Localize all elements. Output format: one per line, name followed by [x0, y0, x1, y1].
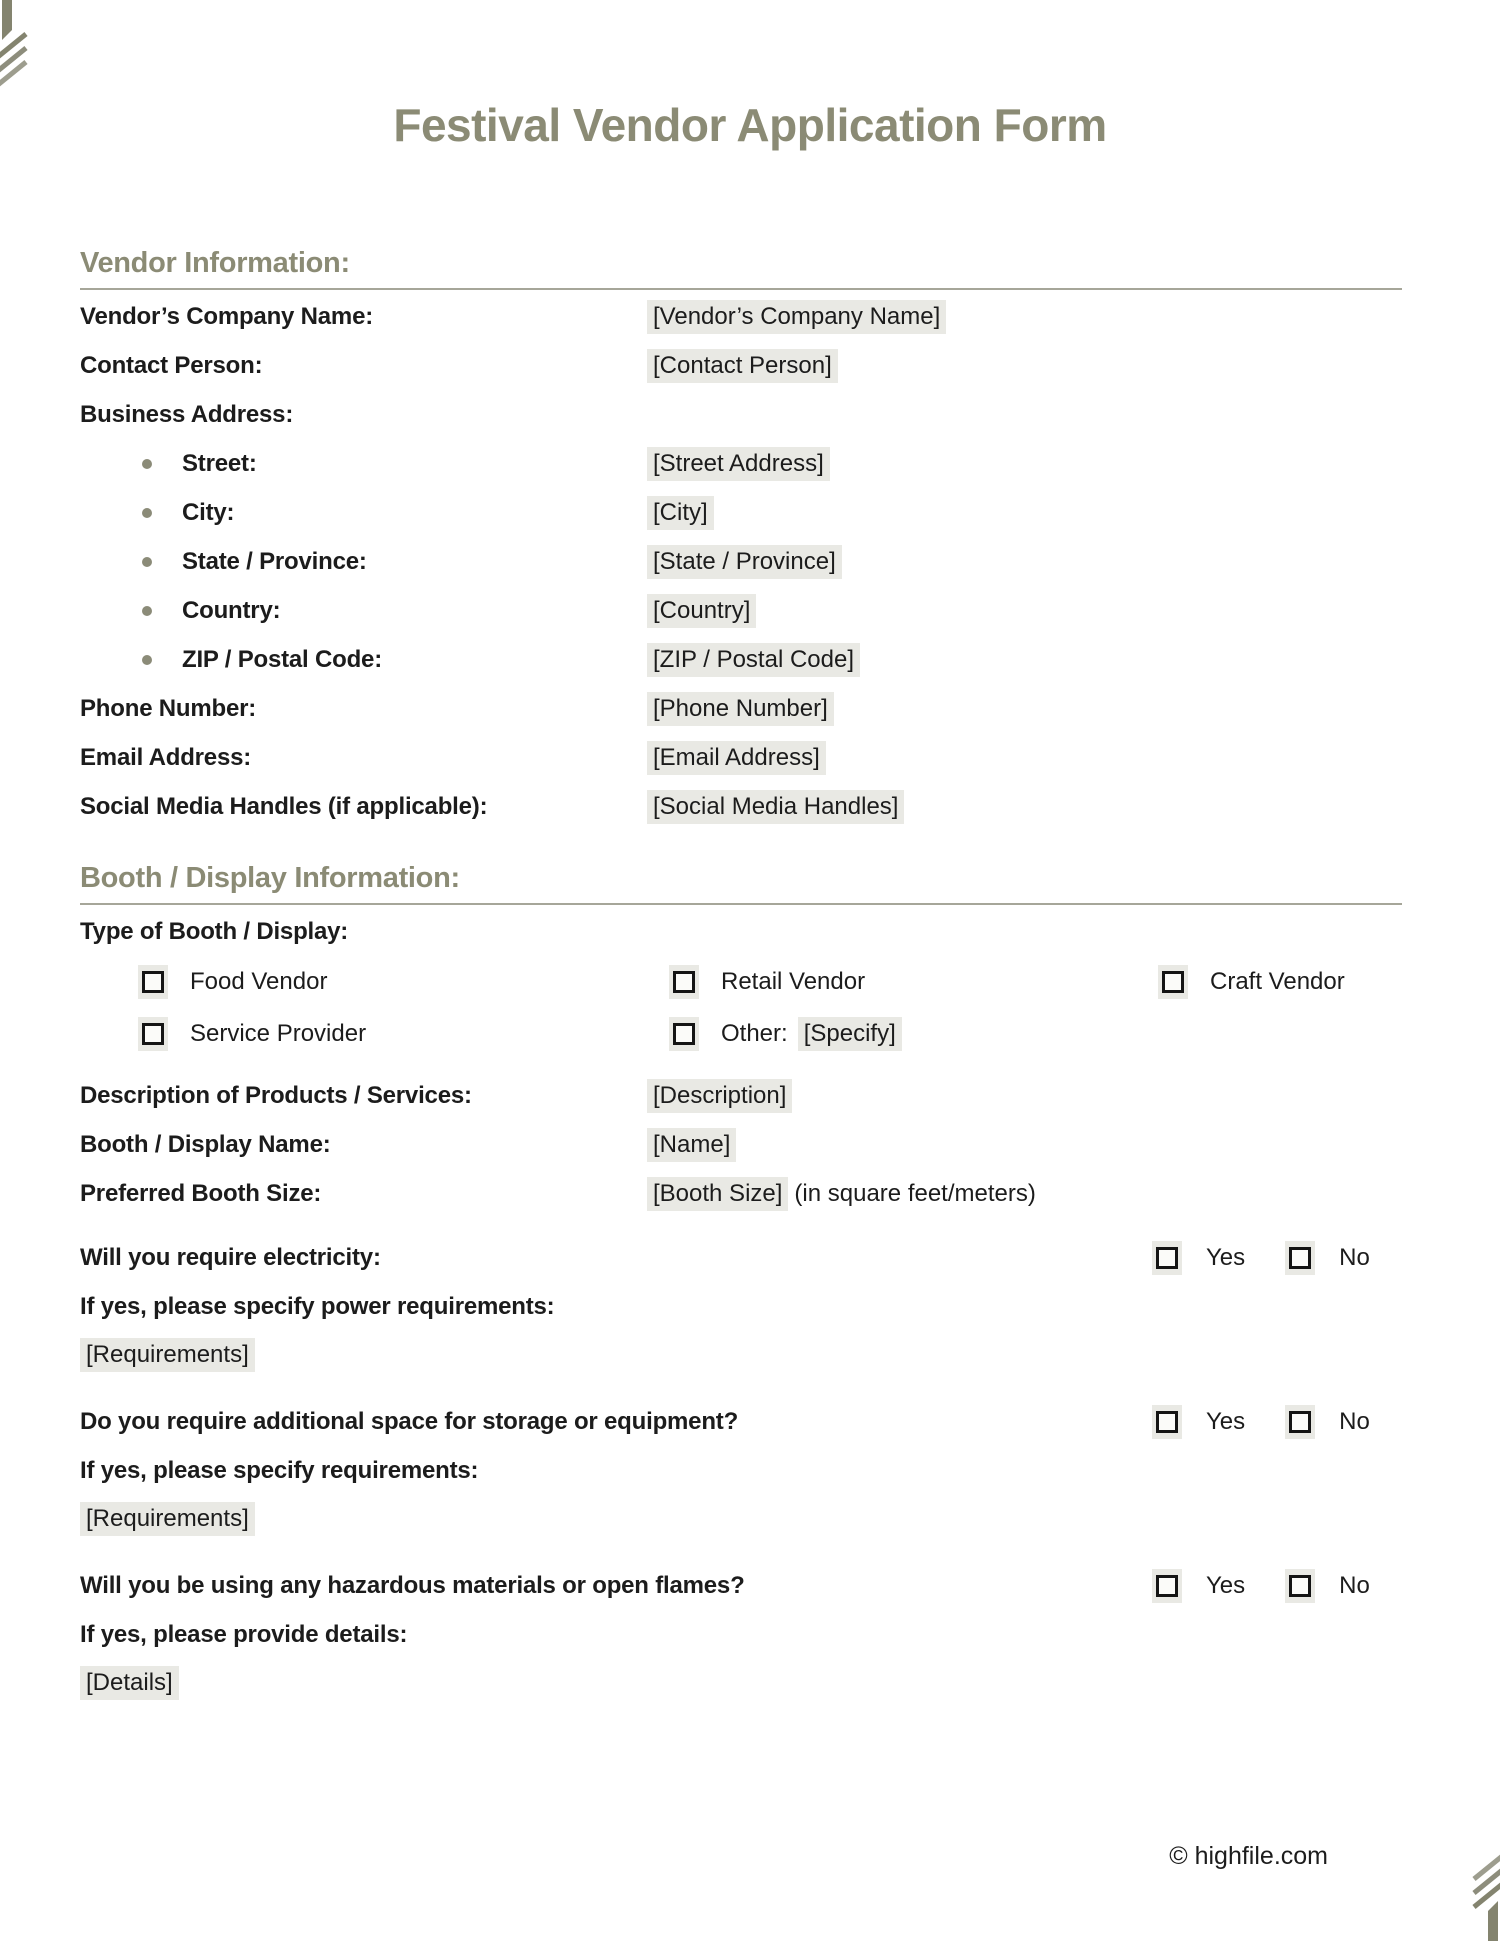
- field-row-phone: [80, 684, 1402, 733]
- booth-size-units-note: (in square feet/meters): [794, 1179, 1036, 1207]
- yes-no-group: [1152, 1561, 1370, 1611]
- yes-label: Yes: [1206, 1244, 1246, 1271]
- hazardous-yes-checkbox[interactable]: [1152, 1569, 1182, 1603]
- state-province-field[interactable]: [State / Province]: [647, 545, 842, 579]
- field-row-contact-person: [80, 341, 1402, 390]
- question-block-electricity: [80, 1233, 1402, 1379]
- retail-vendor-checkbox[interactable]: [669, 965, 699, 999]
- bullet-icon: [142, 459, 152, 469]
- city-field[interactable]: [City]: [647, 496, 714, 530]
- page-title: Festival Vendor Application Form: [393, 99, 1107, 151]
- option-label: Retail Vendor: [721, 968, 866, 995]
- bullet-icon: [142, 508, 152, 518]
- electricity-yes-checkbox[interactable]: [1152, 1241, 1182, 1275]
- followup-label: If yes, please provide details:: [80, 1621, 408, 1648]
- field-row-booth-name: [80, 1120, 1402, 1169]
- field-row-description: [80, 1071, 1402, 1120]
- option-label: Food Vendor: [190, 968, 328, 995]
- field-row-company-name: [80, 292, 1402, 341]
- no-label: No: [1339, 1244, 1370, 1271]
- field-label: Booth / Display Name:: [80, 1130, 331, 1158]
- food-vendor-checkbox[interactable]: [138, 965, 168, 999]
- bullet-icon: [142, 606, 152, 616]
- question-block-additional-space: [80, 1397, 1402, 1543]
- field-row-business-address: [80, 390, 1402, 439]
- field-label: State / Province:: [182, 547, 367, 575]
- option-label: Service Provider: [190, 1020, 367, 1047]
- social-media-field[interactable]: [Social Media Handles]: [647, 790, 904, 824]
- corner-chevron-decoration-bottom-right: [1420, 1841, 1500, 1941]
- power-requirements-field[interactable]: [Requirements]: [80, 1338, 255, 1372]
- yes-label: Yes: [1206, 1408, 1246, 1435]
- electricity-no-checkbox[interactable]: [1285, 1241, 1315, 1275]
- space-requirements-field[interactable]: [Requirements]: [80, 1502, 255, 1536]
- bullet-icon: [142, 655, 152, 665]
- field-label: ZIP / Postal Code:: [182, 645, 382, 673]
- booth-detail-fields: [80, 1071, 1402, 1218]
- type-of-booth-label-row: [80, 907, 1402, 956]
- option-label: Other:: [721, 1020, 788, 1047]
- section-divider: [80, 288, 1402, 290]
- option-retail-vendor: [669, 956, 865, 1008]
- phone-field[interactable]: [Phone Number]: [647, 692, 834, 726]
- question-label: Do you require additional space for storage or equipment?: [80, 1408, 739, 1435]
- corner-chevron-decoration-top-left: [0, 0, 80, 100]
- field-label: Preferred Booth Size:: [80, 1179, 322, 1207]
- description-field[interactable]: [Description]: [647, 1079, 792, 1113]
- booth-type-options-row-1: [80, 956, 1402, 1008]
- followup-label: If yes, please specify requirements:: [80, 1457, 479, 1484]
- field-label: Street:: [182, 449, 257, 477]
- section-heading-booth-display: Booth / Display Information:: [80, 862, 460, 894]
- contact-person-field[interactable]: [Contact Person]: [647, 349, 838, 383]
- question-block-hazardous-materials: [80, 1561, 1402, 1707]
- section-heading-vendor-information: Vendor Information:: [80, 247, 350, 279]
- field-label: City:: [182, 498, 235, 526]
- field-row-street: [80, 439, 1402, 488]
- service-provider-checkbox[interactable]: [138, 1017, 168, 1051]
- company-name-field[interactable]: [Vendor’s Company Name]: [647, 300, 946, 334]
- section-divider: [80, 903, 1402, 905]
- field-label: Country:: [182, 596, 281, 624]
- option-food-vendor: [138, 956, 327, 1008]
- booth-name-field[interactable]: [Name]: [647, 1128, 736, 1162]
- bullet-icon: [142, 557, 152, 567]
- copyright-footer: © highfile.com: [1169, 1842, 1328, 1870]
- field-label: Contact Person:: [80, 351, 263, 379]
- field-label: Type of Booth / Display:: [80, 917, 349, 945]
- field-label: Description of Products / Services:: [80, 1081, 472, 1109]
- form-body: [80, 0, 1402, 1707]
- field-row-state-province: [80, 537, 1402, 586]
- country-field[interactable]: [Country]: [647, 594, 756, 628]
- option-other: [669, 1008, 902, 1060]
- question-label: Will you require electricity:: [80, 1244, 381, 1271]
- field-row-email: [80, 733, 1402, 782]
- email-field[interactable]: [Email Address]: [647, 741, 826, 775]
- no-label: No: [1339, 1408, 1370, 1435]
- option-service-provider: [138, 1008, 366, 1060]
- field-label: Social Media Handles (if applicable):: [80, 792, 488, 820]
- additional-space-no-checkbox[interactable]: [1285, 1405, 1315, 1439]
- street-field[interactable]: [Street Address]: [647, 447, 830, 481]
- option-label: Craft Vendor: [1210, 968, 1345, 995]
- other-specify-field[interactable]: [Specify]: [798, 1017, 902, 1051]
- zip-field[interactable]: [ZIP / Postal Code]: [647, 643, 860, 677]
- yes-no-group: [1152, 1397, 1370, 1447]
- yes-label: Yes: [1206, 1572, 1246, 1599]
- field-row-booth-size: [80, 1169, 1402, 1218]
- field-label: Email Address:: [80, 743, 252, 771]
- field-label: Vendor’s Company Name:: [80, 302, 374, 330]
- followup-label: If yes, please specify power requirements:: [80, 1293, 555, 1320]
- option-craft-vendor: [1158, 956, 1345, 1008]
- no-label: No: [1339, 1572, 1370, 1599]
- other-checkbox[interactable]: [669, 1017, 699, 1051]
- field-row-social-media: [80, 782, 1402, 831]
- field-label: Phone Number:: [80, 694, 257, 722]
- question-label: Will you be using any hazardous materials or open flames?: [80, 1572, 745, 1599]
- field-label: Business Address:: [80, 400, 294, 428]
- field-row-zip: [80, 635, 1402, 684]
- additional-space-yes-checkbox[interactable]: [1152, 1405, 1182, 1439]
- field-row-city: [80, 488, 1402, 537]
- booth-size-field[interactable]: [Booth Size]: [647, 1177, 788, 1211]
- craft-vendor-checkbox[interactable]: [1158, 965, 1188, 999]
- hazardous-details-field[interactable]: [Details]: [80, 1666, 179, 1700]
- yes-no-group: [1152, 1233, 1370, 1283]
- field-row-country: [80, 586, 1402, 635]
- hazardous-no-checkbox[interactable]: [1285, 1569, 1315, 1603]
- booth-type-options-row-2: [80, 1008, 1402, 1060]
